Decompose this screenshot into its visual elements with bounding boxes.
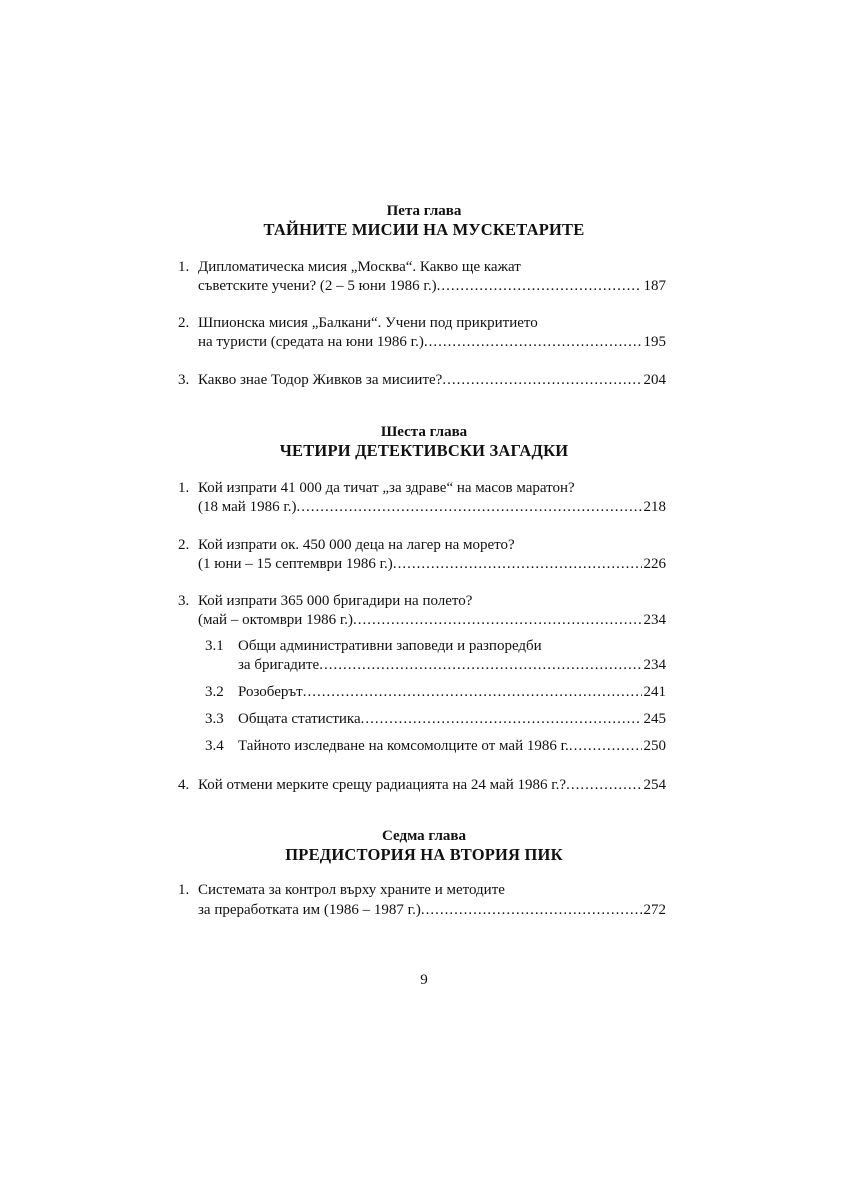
entry-number: 2.: [178, 537, 190, 553]
entry-number: 3.2: [205, 684, 224, 700]
entry-text: Дипломатическа мисия „Москва“. Какво ще кажат: [198, 259, 521, 275]
entry-page: 234: [643, 612, 666, 628]
entry-number: 3.1: [205, 638, 224, 654]
page-number: 9: [420, 972, 428, 988]
entry-page: 254: [643, 777, 666, 793]
dot-leader: [303, 682, 642, 702]
dot-leader: [393, 554, 642, 574]
entry-page: 218: [643, 499, 666, 515]
dot-leader: [569, 736, 642, 756]
entry-text: Общата статистика: [238, 711, 361, 727]
entry-text: Кой изпрати ок. 450 000 деца на лагер на морето?: [198, 537, 515, 553]
dot-leader: [319, 655, 641, 675]
entry-text: на туристи (средата на юни 1986 г.): [198, 334, 424, 350]
entry-page: 250: [643, 738, 666, 754]
entry-text: Какво знае Тодор Живков за мисиите?: [198, 372, 443, 388]
chapter-6-label: Шеста глава: [380, 424, 468, 440]
entry-text: Тайното изследване на комсомолците от май 1986 г.: [238, 738, 569, 754]
entry-text: Кой изпрати 365 000 бригадири на полето?: [198, 593, 473, 609]
entry-number: 3.: [178, 593, 190, 609]
entry-text: (май – октомври 1986 г.): [198, 612, 354, 628]
chapter-7-title: ПРЕДИСТОРИЯ НА ВТОРИЯ ПИК: [285, 845, 563, 864]
entry-page: 187: [643, 278, 666, 294]
entry-number: 3.: [178, 372, 190, 388]
entry-text: съветските учени? (2 – 5 юни 1986 г.): [198, 278, 437, 294]
entry-number: 1.: [178, 882, 190, 898]
entry-page: 204: [643, 372, 666, 388]
entry-text: Кой изпрати 41 000 да тичат „за здраве“ на масов маратон?: [198, 480, 575, 496]
entry-page: 226: [643, 556, 666, 572]
entry-number: 3.4: [205, 738, 224, 754]
entry-text: Розоберът: [238, 684, 303, 700]
dot-leader: [297, 497, 642, 517]
entry-page: 241: [643, 684, 666, 700]
entry-number: 4.: [178, 777, 190, 793]
entry-page: 234: [643, 657, 666, 673]
entry-number: 2.: [178, 315, 190, 331]
dot-leader: [361, 709, 642, 729]
entry-page: 195: [643, 334, 666, 350]
chapter-5-label: Пета глава: [386, 203, 462, 219]
dot-leader: [421, 900, 642, 920]
entry-text: Кой отмени мерките срещу радиацията на 24 май 1986 г.?: [198, 777, 567, 793]
entry-text: (18 май 1986 г.): [198, 499, 297, 515]
chapter-7-label: Седма глава: [382, 828, 466, 844]
entry-number: 3.3: [205, 711, 224, 727]
entry-text: Системата за контрол върху храните и методите: [198, 882, 505, 898]
entry-text: (1 юни – 15 септември 1986 г.): [198, 556, 393, 572]
dot-leader: [353, 610, 641, 630]
dot-leader: [442, 370, 641, 390]
entry-number: 1.: [178, 259, 190, 275]
chapter-5-title: ТАЙНИТЕ МИСИИ НА МУСКЕТАРИТЕ: [263, 220, 585, 239]
entry-text: Шпионска мисия „Балкани“. Учени под прикритието: [198, 315, 538, 331]
entry-text: за бригадите: [238, 657, 320, 673]
entry-text: за преработката им (1986 – 1987 г.): [198, 902, 421, 918]
dot-leader: [424, 332, 642, 352]
entry-text: Общи административни заповеди и разпоредби: [238, 638, 542, 654]
dot-leader: [437, 276, 642, 296]
chapter-6-title: ЧЕТИРИ ДЕТЕКТИВСКИ ЗАГАДКИ: [279, 441, 569, 460]
entry-number: 1.: [178, 480, 190, 496]
entry-page: 272: [643, 902, 666, 918]
dot-leader: [566, 775, 641, 795]
entry-page: 245: [643, 711, 666, 727]
